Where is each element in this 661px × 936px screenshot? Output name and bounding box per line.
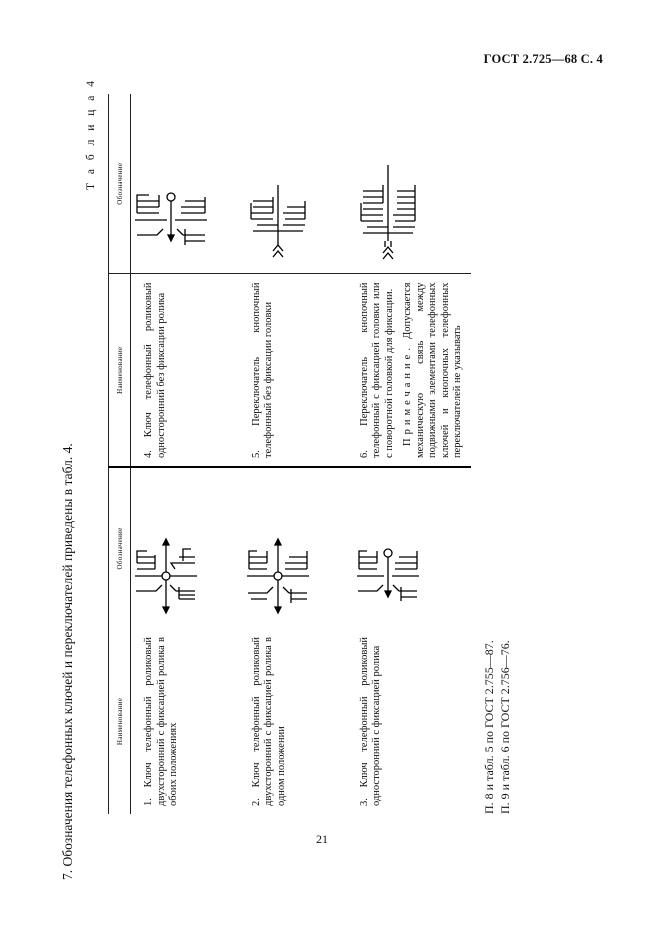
double-sided-roller-key-fixed-one-icon xyxy=(243,531,313,621)
row-3-symbol xyxy=(353,467,471,629)
table-row xyxy=(353,94,471,814)
row-5-symbol xyxy=(243,94,353,274)
row-6-name: 6. Переключатель кнопочный телефонный с фиксацией головки или с поворотной головкой для фиксации. xyxy=(358,282,395,458)
table-note xyxy=(402,283,465,459)
table-row xyxy=(243,94,353,814)
double-sided-roller-key-fixed-both-icon xyxy=(131,531,201,621)
row-1-name: 1. Ключ телефонный роликовый двухсторонний с фиксацией ролика в обоих положениях xyxy=(143,637,179,806)
footnote-2: П. 9 и табл. 6 по ГОСТ 2.756—76. xyxy=(498,640,512,814)
table-row xyxy=(131,94,243,814)
column-header-name-right: Наименование xyxy=(109,274,131,467)
running-header: ГОСТ 2.725—68 С. 4 xyxy=(483,52,603,66)
row-1-symbol xyxy=(131,467,243,629)
rotated-page-content xyxy=(60,0,600,880)
row-2-symbol xyxy=(243,467,353,629)
table-label: Т а б л и ц а 4 xyxy=(85,78,97,191)
footnote-1: П. 8 и табл. 5 по ГОСТ 2.755—87. xyxy=(482,640,496,814)
note-label: Примечание. xyxy=(402,344,413,446)
row-5-name: 5. Переключатель кнопочный телефонный без фиксации головки xyxy=(250,282,274,458)
table-header-row xyxy=(109,94,131,814)
push-button-switch-unfixed-icon xyxy=(243,176,313,266)
row-4-symbol xyxy=(131,94,243,274)
symbols-table xyxy=(108,94,471,814)
column-header-name-left: Наименование xyxy=(109,629,131,814)
column-header-symbol-left: Обозначение xyxy=(109,467,131,629)
note-text: Допускается механическую связь между подвижными элементами телефонных ключей и кнопочных телефонных переключателей не указывать xyxy=(402,282,463,458)
page-number: 21 xyxy=(316,832,328,846)
row-4-name: 4. Ключ телефонный роликовый односторонний без фиксации ролика xyxy=(143,282,167,458)
row-6-cell xyxy=(353,274,471,467)
push-button-switch-fixed-icon xyxy=(353,156,423,266)
row-6-symbol xyxy=(353,94,471,274)
row-3-name: 3. Ключ телефонный роликовый односторонний с фиксацией ролика xyxy=(358,637,382,806)
column-header-symbol-right: Обозначение xyxy=(109,94,131,274)
intro-text: 7. Обозначения телефонных ключей и переключателей приведены в табл. 4. xyxy=(60,443,75,880)
row-2-name: 2. Ключ телефонный роликовый двухсторонний с фиксацией ролика в одном положении xyxy=(250,637,287,806)
single-sided-roller-key-unfixed-icon xyxy=(131,176,211,266)
single-sided-roller-key-fixed-icon xyxy=(353,531,423,621)
